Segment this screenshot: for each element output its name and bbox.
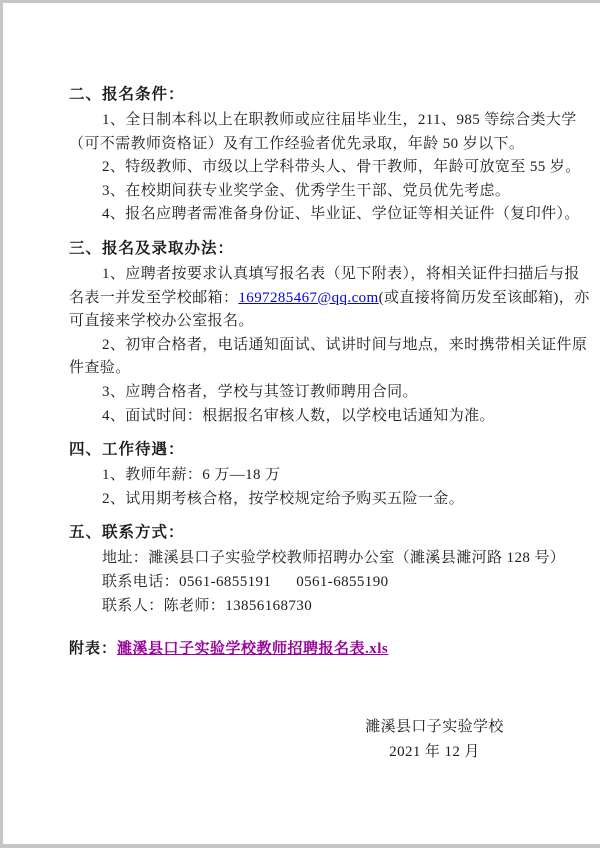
signature-org: 濉溪县口子实验学校 [365,719,504,736]
section-3-heading: 三、报名及录取办法： [69,239,235,257]
body-line: 可直接来学校办公室报名。 [69,313,254,330]
attachment-row [69,637,550,661]
document-page [3,3,600,844]
email-line-suffix: (或直接将简历发至该邮箱)，亦 [378,289,590,306]
section-application-procedure [69,237,590,428]
signature-block [347,715,522,765]
body-line: 2、试用期考核合格，按学校规定给予购买五险一金。 [102,490,465,507]
section-contact-info [69,521,566,618]
body-line: 4、报名应聘者需准备身份证、毕业证、学位证等相关证件（复印件）。 [102,206,580,223]
email-link[interactable]: 1697285467@qq.com [238,289,379,306]
section-5-heading: 五、联系方式： [69,524,185,542]
attachment-file-link[interactable]: 濉溪县口子实验学校教师招聘报名表.xls [117,641,389,658]
body-line-with-email [69,287,590,311]
body-line: 3、在校期间获专业奖学金、优秀学生干部、党员优先考虑。 [102,182,511,199]
section-2-heading: 二、报名条件： [69,86,185,103]
body-line: 1、教师年薪：6 万—18 万 [102,467,281,484]
contact-person-line: 联系人：陈老师：13856168730 [102,597,313,614]
section-4-heading: 四、工作待遇： [69,441,185,459]
section-work-benefits [69,438,550,511]
body-line: 4、面试时间：根据报名审核人数，以学校电话通知为准。 [102,407,495,424]
attachment-label: 附表： [69,640,118,658]
email-line-prefix: 名表一并发至学校邮箱： [69,289,239,306]
body-line: 2、特级教师、市级以上学科带头人、骨干教师，年龄可放宽至 55 岁。 [102,159,581,176]
section-application-conditions [69,83,581,227]
body-line: 1、全日制本科以上在职教师或应往届毕业生，211、985 等综合类大学 [102,112,577,128]
body-line: 3、应聘合格者，学校与其签订教师聘用合同。 [102,383,418,400]
body-line: （可不需教师资格证）及有工作经验者优先录取，年龄 50 岁以下。 [69,135,525,152]
contact-phone-line: 联系电话：0561-6855191 0561-6855190 [102,573,389,590]
contact-address-line: 地址：濉溪县口子实验学校教师招聘办公室（濉溪县濉河路 128 号） [102,550,566,567]
signature-date: 2021 年 12 月 [389,744,480,761]
body-line: 1、应聘者按要求认真填写报名表（见下附表），将相关证件扫描后与报 [102,265,580,282]
body-line: 件查验。 [69,360,131,377]
body-line: 2、初审合格者，电话通知面试、试讲时间与地点，来时携带相关证件原 [102,336,588,353]
